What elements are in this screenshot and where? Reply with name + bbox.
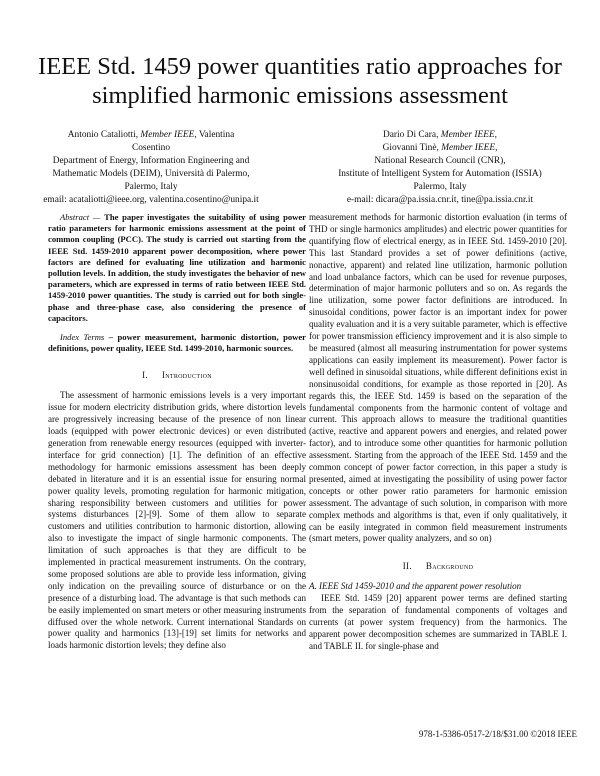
author-block-left — [20, 129, 282, 207]
affiliation-line-3: Palermo, Italy — [124, 182, 178, 192]
author-name-2: Giovanni Tinè, Member IEEE, — [382, 143, 498, 153]
affiliation-line-2: Institute of Intelligent System for Automation (ISSIA) — [338, 169, 542, 179]
index-terms: Index Terms – power measurement, harmonic distortion, power definitions, power quality, IEEE Std. 1499-2010, harmonic sources. — [48, 332, 306, 354]
affiliation-line-1: National Research Council (CNR), — [374, 156, 506, 166]
subsection-heading-a: A. IEEE Std 1459-2010 and the apparent power resolution — [309, 581, 522, 592]
section-heading-background: II. Background — [402, 561, 474, 572]
right-column — [309, 212, 567, 653]
section-heading-introduction: I. Introduction — [142, 370, 212, 381]
affiliation-line-1: Department of Energy, Information Engineering and — [52, 156, 250, 166]
author-name-1: Dario Di Cara, Member IEEE, — [382, 130, 498, 140]
author-names-line-1: Antonio Cataliotti, Member IEEE, Valentina — [67, 130, 235, 140]
affiliation-line-3: Palermo, Italy — [413, 182, 467, 192]
title-line-1: IEEE Std. 1459 power quantities ratio approaches for — [38, 53, 562, 80]
background-paragraph: IEEE Std. 1459 [20] apparent power terms are defined starting from the separation of fundamental components of voltages and currents (at power system frequency) from the harmonics. The apparent power decomposition schemes are summarized in TABLE I. and TABLE II. for single-phase and — [309, 593, 567, 651]
title-line-2: simplified harmonic emissions assessment — [92, 82, 508, 109]
abstract: Abstract — The paper investigates the suitability of using power ratio parameters for harmonic emissions assessment at the point of common coupling (PCC). The study is carried out starting from the IEEE Std. 1459-2010 apparent power decomposition, where power factors are defined for evaluating line utilization and harmonic pollution levels. In addition, the study investigates the behavior of new parameters, which are expressed in terms of ratio between IEEE Std. 1459-2010 power quantities. The study is carried out for both single-phase and three-phase case, also considering the presence of capacitors. — [48, 212, 306, 323]
paper-title — [30, 52, 570, 110]
introduction-continued-paragraph: measurement methods for harmonic distortion evaluation (in terms of THD or single harmonics amplitudes) and electric power quantities for quantifying flow of electrical energy, as in IEEE Std. 1459-2010 [20]. This last Standard provides a set of power definitions (active, nonactive, apparent) and related line utilization, harmonic pollution and load unbalance factors, which can be used for revenue purposes, determination of major harmonic polluters and so on. As regards the line utilization, some power factor definitions are introduced. In sinusoidal conditions, power factor is an important index for power quality evaluation and it is a very suitable parameter, which is effective for power transmission efficiency improvement and it is also simple to be measured (almost all measuring instrumentation for power systems applications can easily implement its measurement). Power factor is well defined in sinusoidal situations, while different definitions exist in nonsinusoidal conditions, for example as those reported in [20]. As regards this, the IEEE Std. 1459 is based on the separation of the fundamental components from the harmonic content of voltage and current. This approach allows to measure the traditional quantities (active, reactive and apparent powers and energies, and related power factor), and to introduce some other quantities for harmonic pollution assessment. Starting from the approach of the IEEE Std. 1459 and the common concept of power factor correction, in this paper a study is presented, aimed at investigating the possibility of using power factor concepts or other power ratio parameters for harmonic emission assessment. The advantage of such solution, in comparison with more complex methods and algorithms is that, even if only qualitatively, it can be easily integrated in common field measurement instruments (smart meters, power quality analyzers, and so on) — [309, 212, 567, 544]
copyright-footer: 978-1-5386-0517-2/18/$31.00 ©2018 IEEE — [418, 729, 577, 739]
author-names-line-2: Cosentino — [131, 143, 171, 153]
affiliation-line-2: Mathematic Models (DEIM), Università di Palermo, — [52, 169, 250, 179]
author-block-right — [305, 129, 575, 207]
author-email: email: acataliotti@ieee.org, valentina.cosentino@unipa.it — [43, 195, 259, 205]
left-column — [48, 212, 306, 652]
introduction-paragraph: The assessment of harmonic emissions levels is a very important issue for modern electricity distribution grids, where distortion levels are progressively increasing because of the presence of non linear loads (equipped with power electronic devices) or even distributed generation from renewable energy resources (equipped with inverter-interface for grid connection) [1]. The definition of an effective methodology for harmonic emissions assessment has been deeply debated in literature and it is an essential issue for ensuring normal power quality levels, promoting regulation for harmonic mitigation, sharing responsibility between customers and utilities for power systems disturbances [2]-[9]. Some of them allow to separate customers and utilities contribution to harmonic distortion, allowing also to investigate the impact of single harmonic components. The limitation of such approaches is that they are difficult to be implemented in practical measurement instruments. On the contrary, some proposed solutions are able to provide less information, giving only indication on the prevailing source of disturbance or on the presence of a disturbing load. The advantage is that such methods can be easily implemented on smart meters or other measuring instruments diffused over the whole network. Current international Standards on power quality and harmonics [13]-[19] set limits for networks and loads harmonic distortion levels; they define also — [48, 390, 306, 651]
author-email: e-mail: dicara@pa.issia.cnr.it, tine@pa.issia.cnr.it — [346, 195, 534, 205]
